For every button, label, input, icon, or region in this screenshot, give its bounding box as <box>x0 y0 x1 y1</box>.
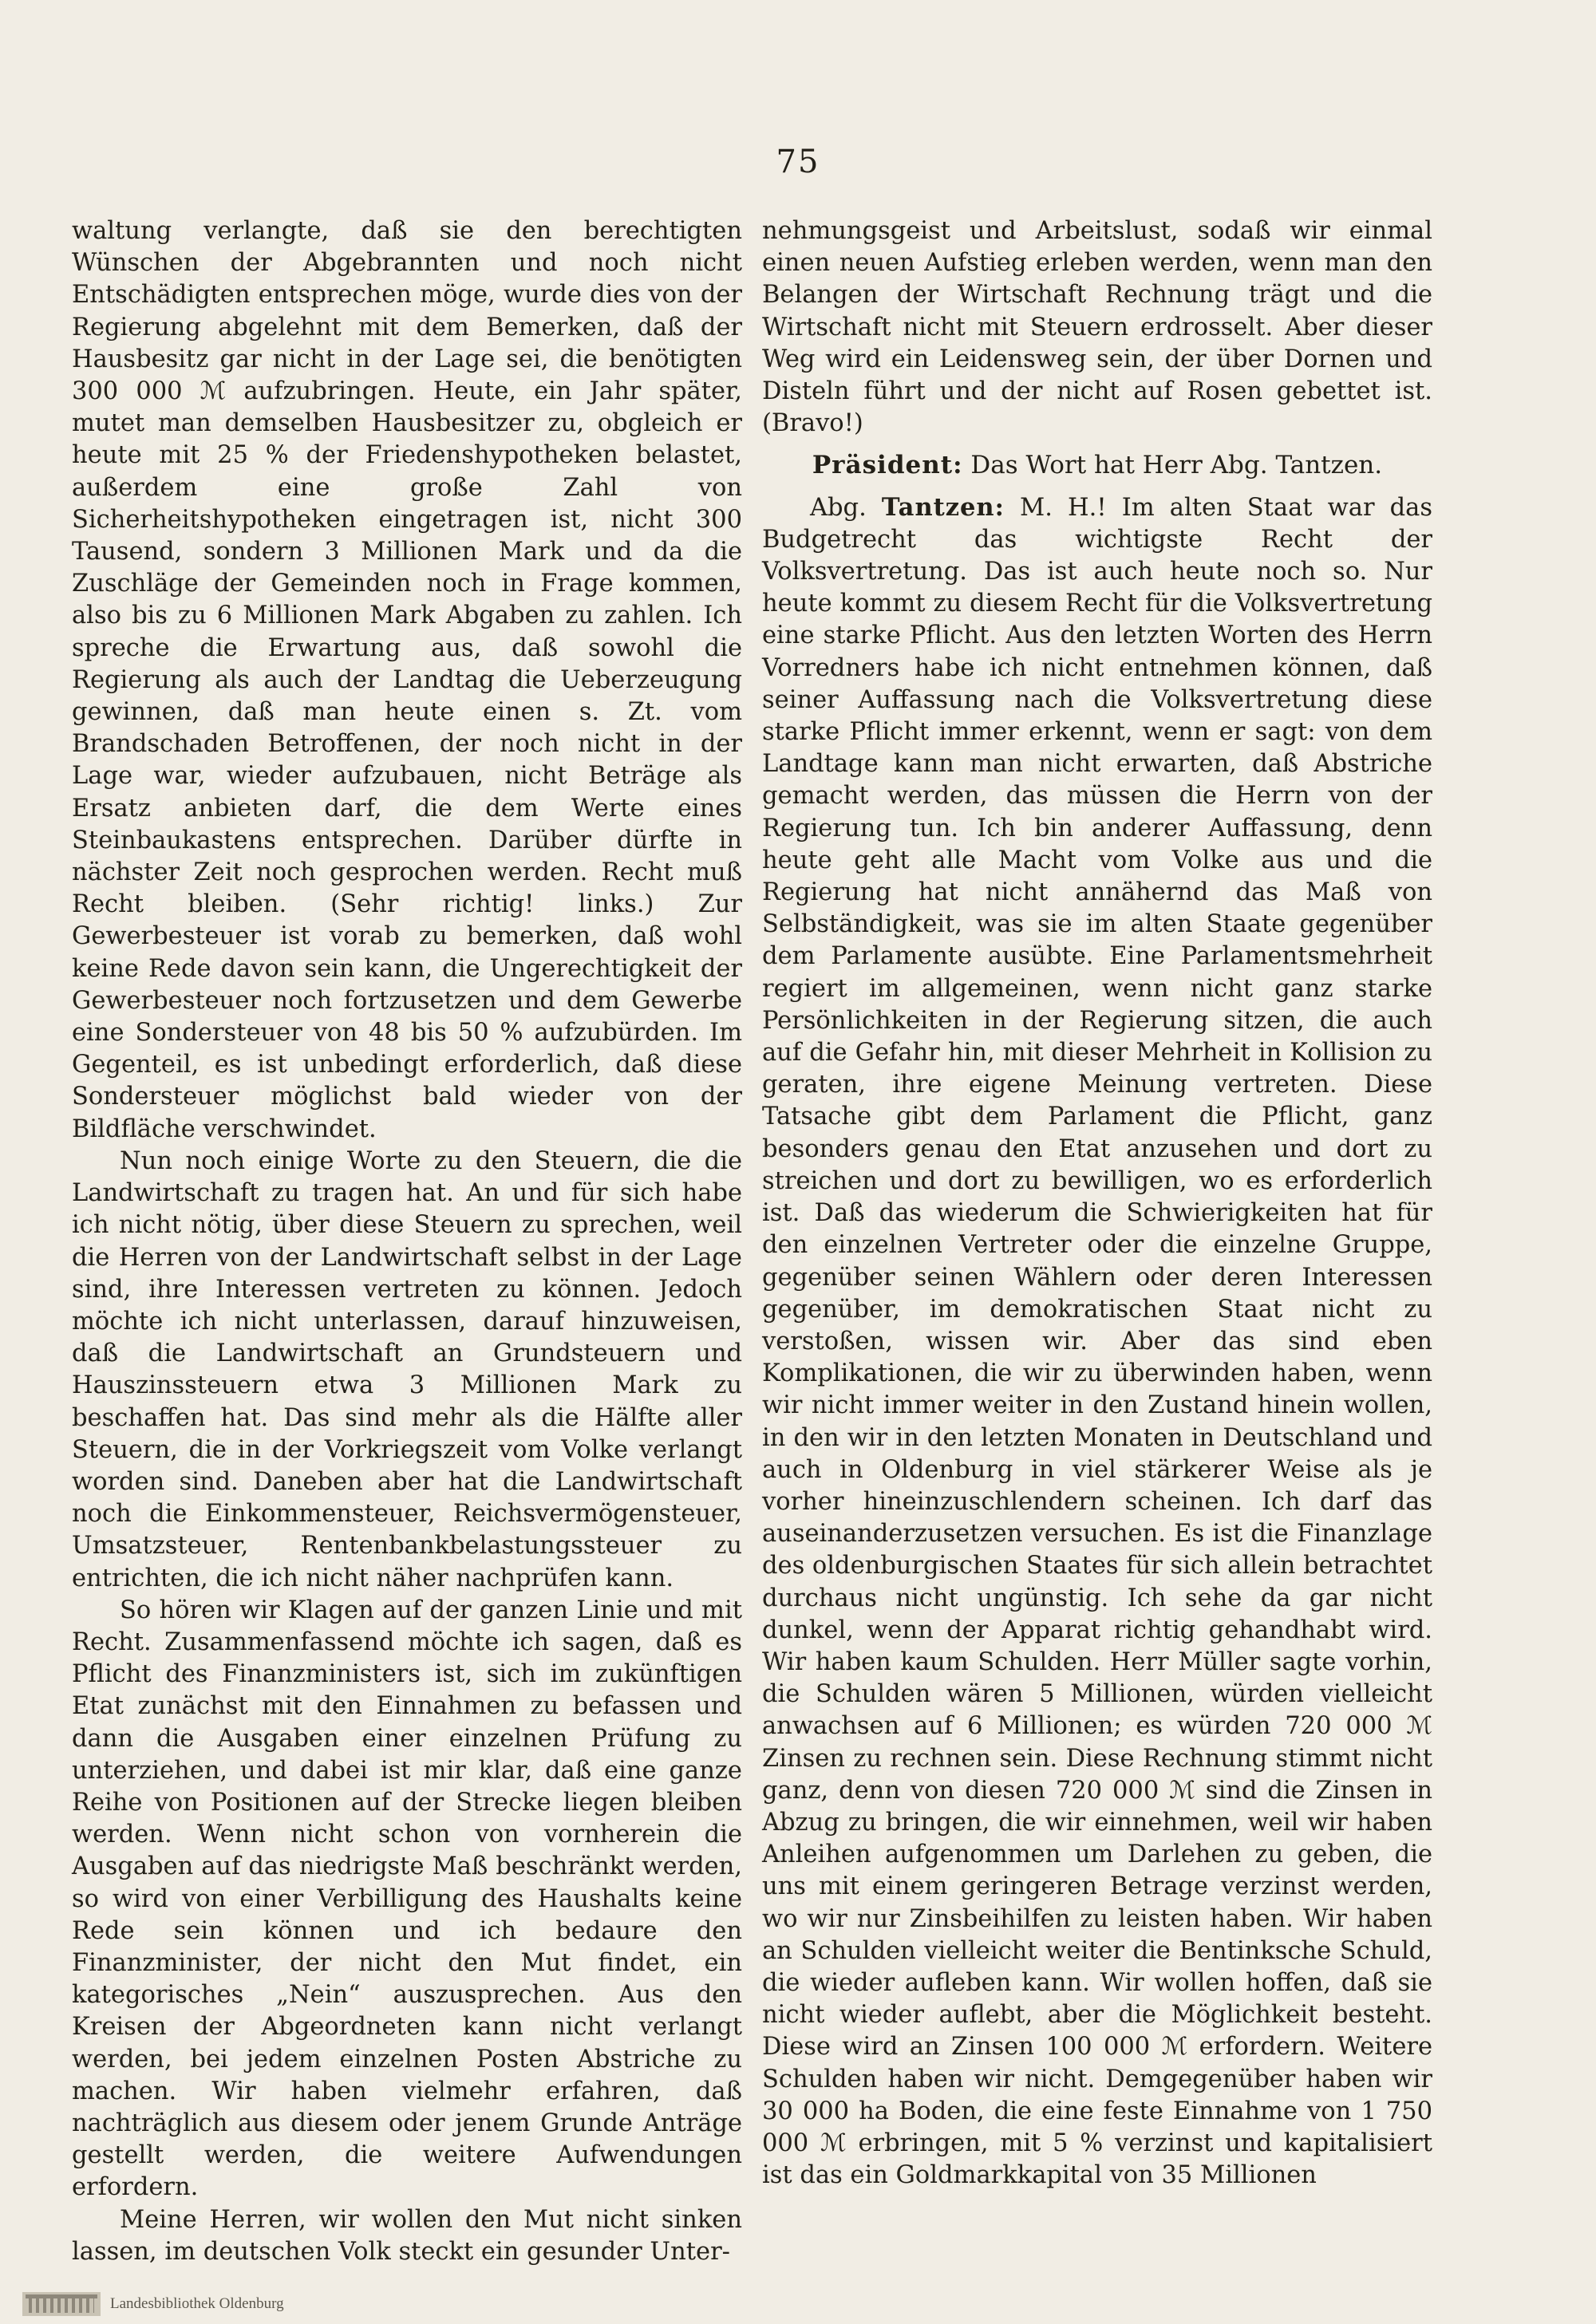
right-column <box>762 215 1432 2192</box>
library-name: Landesbibliothek Oldenburg <box>110 2295 284 2312</box>
right-paragraph-2 <box>762 491 1432 2192</box>
footer <box>22 2291 284 2317</box>
president-label: Präsident: <box>812 451 963 480</box>
left-paragraph-3: So hören wir Klagen auf der ganzen Linie und mit Recht. Zusammenfassend möchte ich sagen, daß es Pflicht des Finanzministers ist, sich im zukünftigen Etat zunächst mit den Einnahmen zu befassen und dann die Ausgaben einer einzelnen Prüfung zu unterziehen, und dabei ist mir klar, daß eine ganze Reihe von Positionen auf der Strecke liegen bleiben werden. Wenn nicht schon von vornherein die Ausgaben auf das niedrigste Maß beschränkt werden, so wird von einer Verbilligung des Haushalts keine Rede sein können und ich bedaure den Finanzminister, der nicht den Mut findet, ein kategorisches „Nein“ auszusprechen. Aus den Kreisen der Abgeordneten kann nicht verlangt werden, bei jedem einzelnen Posten Abstriche zu machen. Wir haben vielmehr erfahren, daß nachträglich aus diesem oder jenem Grunde Anträge gestellt werden, die weitere Aufwendungen erfordern. <box>72 1596 742 2202</box>
left-paragraph-2: Nun noch einige Worte zu den Steuern, die die Landwirtschaft zu tragen hat. An und für sich habe ich nicht nötig, über diese Steuern zu sprechen, weil die Herren von der Landwirtschaft selbst in der Lage sind, ihre Interessen vertreten zu können. Jedoch möchte ich nicht unterlassen, darauf hinzuweisen, daß die Landwirtschaft an Grundsteuern und Hauszinssteuern etwa 3 Millionen Mark zu beschaffen hat. Das sind mehr als die Hälfte aller Steuern, die in der Vorkriegszeit vom Volke verlangt worden sind. Daneben aber hat die Landwirtschaft noch die Einkommensteuer, Reichsvermögensteuer, Umsatzsteuer, Rentenbankbelastungssteuer zu entrichten, die ich nicht näher nachprüfen kann. <box>72 1146 742 1592</box>
library-building-icon <box>22 2292 101 2316</box>
president-line <box>762 449 1432 481</box>
page-number: 75 <box>776 144 820 180</box>
speaker-prefix: Abg. <box>810 493 867 522</box>
speech-text: M. H.! Im alten Staat war das Budgetrecht das wichtigste Recht der Volksvertretung. Das ist auch heute noch so. Nur heute kommt zu diesem Recht für die Volksvertretung eine starke Pflicht. Aus den letzten Worten des Herrn Vorredners habe ich nicht entnehmen können, daß seiner Auffassung nach die Volksvertretung diese starke Pflicht immer erkennt, wenn er sagt: von dem Landtage kann man nicht erwarten, daß Abstriche gemacht werden, das müssen die Herrn von der Regierung tun. Ich bin anderer Auffassung, denn heute geht alle Macht vom Volke aus und die Regierung hat nicht annähernd das Maß von Selbständigkeit, was sie im alten Staate gegenüber dem Parlamente ausübte. Eine Parlamentsmehrheit regiert im allgemeinen, wenn nicht ganz starke Persönlichkeiten in der Regierung sitzen, die auch auf die Gefahr hin, mit dieser Mehrheit in Kollision zu geraten, ihre eigene Meinung vertreten. Diese Tatsache gibt dem Parlament die Pflicht, ganz besonders genau den Etat anzusehen und dort zu streichen und dort zu bewilligen, wo es erforderlich ist. Daß das wiederum die Schwierigkeiten hat für den einzelnen Vertreter oder die einzelne Gruppe, gegenüber seinen Wählern oder deren Interessen gegenüber, im demokratischen Staat nicht zu verstoßen, wissen wir. Aber das sind eben Komplikationen, die wir zu überwinden haben, wenn wir nicht immer weiter in den Zustand hinein wollen, in den wir in den letzten Monaten in Deutschland und auch in Oldenburg in viel stärkerer Weise als je vorher hineinzuschlendern scheinen. Ich darf das auseinanderzusetzen versuchen. Es ist die Finanzlage des oldenburgischen Staates für sich allein betrachtet durchaus nicht ungünstig. Ich sehe da gar nicht dunkel, wenn der Apparat richtig gehandhabt wird. Wir haben kaum Schulden. Herr Müller sagte vorhin, die Schulden wären 5 Millionen, würden vielleicht anwachsen auf 6 Millionen; es würden 720 000 ℳ Zinsen zu rechnen sein. Diese Rechnung stimmt nicht ganz, denn von diesen 720 000 ℳ sind die Zinsen in Abzug zu bringen, die wir einnehmen, weil wir haben Anleihen aufgenommen um Darlehen zu geben, die uns mit einem geringeren Betrage verzinst werden, wo wir nur Zinsbeihilfen zu leisten haben. Wir haben an Schulden vielleicht weiter die Bentinksche Schuld, die wieder aufleben kann. Wir wollen hoffen, daß sie nicht wieder auflebt, aber die Möglichkeit besteht. Diese wird an Zinsen 100 000 ℳ erfordern. Weitere Schulden haben wir nicht. Demgegenüber haben wir 30 000 ha Boden, die eine feste Einnahme von 1 750 000 ℳ erbringen, mit 5 % verzinst und kapitalisiert ist das ein Goldmarkkapital von 35 Millionen <box>762 493 1433 2190</box>
right-paragraph-1: nehmungsgeist und Arbeitslust, sodaß wir einmal einen neuen Aufstieg erleben werden, wenn man den Belangen der Wirtschaft Rechnung trägt und die Wirtschaft nicht mit Steuern erdrosselt. Aber dieser Weg wird ein Leidensweg sein, der über Dornen und Disteln führt und der nicht auf Rosen gebettet ist. (Bravo!) <box>762 217 1432 438</box>
left-paragraph-1: waltung verlangte, daß sie den berechtigten Wünschen der Abgebrannten und noch nicht Entschädigten entsprechen möge, wurde dies von der Regierung abgelehnt mit dem Bemerken, daß der Hausbesitz gar nicht in der Lage sei, die benötigten 300 000 ℳ aufzubringen. Heute, ein Jahr später, mutet man demselben Hausbesitzer zu, obgleich er heute mit 25 % der Friedenshypotheken belastet, außerdem eine große Zahl von Sicherheitshypotheken eingetragen ist, nicht 300 Tausend, sondern 3 Millionen Mark und da die Zuschläge der Gemeinden noch in Frage kommen, also bis zu 6 Millionen Mark Abgaben zu zahlen. Ich spreche die Erwartung aus, daß sowohl die Regierung als auch der Landtag die Ueberzeugung gewinnen, daß man heute einen s. Zt. vom Brandschaden Betroffenen, der noch nicht in der Lage war, wieder aufzubauen, nicht Beträge als Ersatz anbieten darf, die dem Werte eines Steinbaukastens entsprechen. Darüber dürfte in nächster Zeit noch gesprochen werden. Recht muß Recht bleiben. (Sehr richtig! links.) Zur Gewerbesteuer ist vorab zu bemerken, daß wohl keine Rede davon sein kann, die Ungerechtigkeit der Gewerbesteuer noch fortzusetzen und dem Gewerbe eine Sondersteuer von 48 bis 50 % aufzubürden. Im Gegenteil, es ist unbedingt erforderlich, daß diese Sondersteuer möglichst bald wieder von der Bildfläche verschwindet. <box>72 217 742 1143</box>
speaker-name: Tantzen: <box>881 492 1005 522</box>
left-column <box>72 215 742 2268</box>
president-text: Das Wort hat Herr Abg. Tantzen. <box>970 451 1383 480</box>
left-paragraph-4: Meine Herren, wir wollen den Mut nicht sinken lassen, im deutschen Volk steckt ein gesunder Unter- <box>72 2205 742 2266</box>
